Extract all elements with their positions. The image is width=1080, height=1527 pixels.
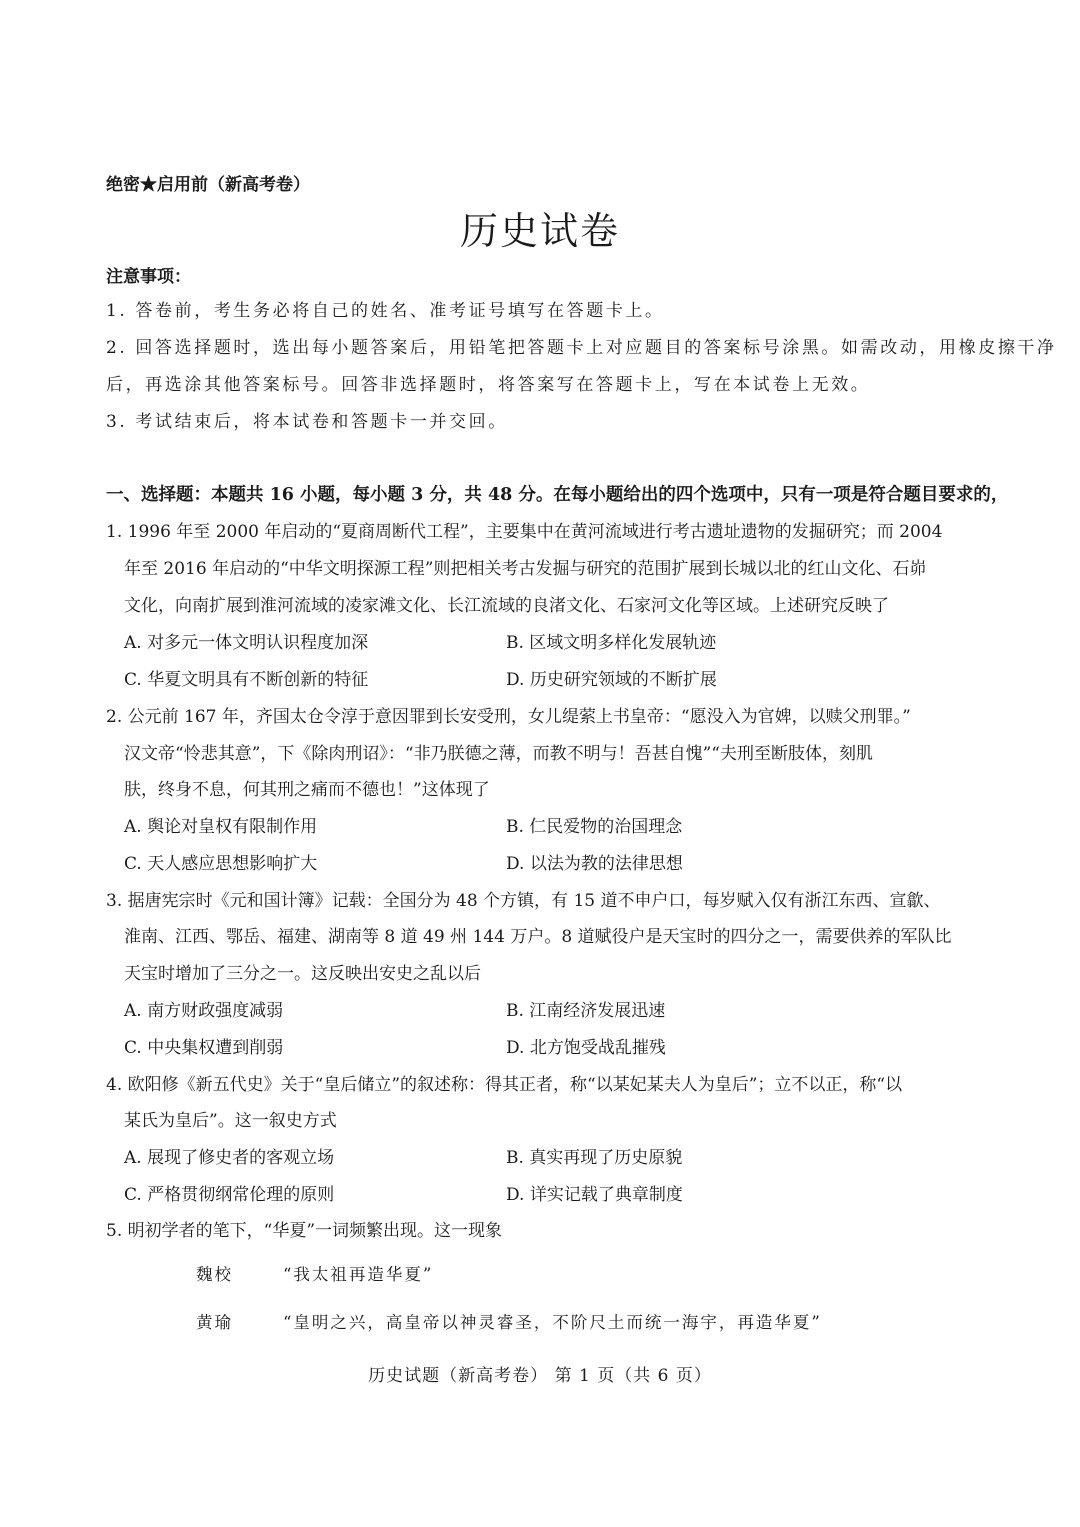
question-2-option-d: D. 以法为教的法律思想 xyxy=(506,854,683,874)
question-3-line: 天宝时增加了三分之一。这反映出安史之乱以后 xyxy=(124,964,481,984)
notice-line: 2. 回答选择题时，选出每小题答案后，用铅笔把答题卡上对应题目的答案标号涂黑。如需改动，用橡皮擦干净 xyxy=(106,338,1057,358)
question-4-line: 4. 欧阳修《新五代史》关于“皇后储立”的叙述称：得其正者，称“以某妃某夫人为皇后”；立不以正，称“以 xyxy=(106,1075,903,1095)
question-1-option-a: A. 对多元一体文明认识程度加深 xyxy=(124,633,369,653)
question-1-option-b: B. 区域文明多样化发展轨迹 xyxy=(506,633,717,653)
quote-text: “皇明之兴，高皇帝以神灵睿圣，不阶尺土而统一海宇，再造华夏” xyxy=(283,1313,822,1332)
question-3-option-c: C. 中央集权遭到削弱 xyxy=(124,1038,284,1058)
question-1-line: 文化，向南扩展到淮河流域的凌家滩文化、长江流域的良渚文化、石家河文化等区域。上述研究反映了 xyxy=(124,596,889,616)
page-title: 历史试卷 xyxy=(459,209,620,253)
quote-author: 魏校 xyxy=(196,1265,233,1284)
question-4-line: 某氏为皇后”。这一叙史方式 xyxy=(124,1111,337,1131)
question-2-option-a: A. 舆论对皇权有限制作用 xyxy=(124,817,318,837)
question-2-line: 肤，终身不息，何其刑之痛而不德也！”这体现了 xyxy=(124,780,490,800)
question-1-line: 1. 1996 年至 2000 年启动的“夏商周断代工程”，主要集中在黄河流域进行考古遗址遗物的发掘研究；而 2004 xyxy=(106,522,943,542)
notice-heading: 注意事项： xyxy=(106,267,191,287)
question-1-option-c: C. 华夏文明具有不断创新的特征 xyxy=(124,670,369,690)
question-4-option-c: C. 严格贯彻纲常伦理的原则 xyxy=(124,1185,335,1205)
page-footer: 历史试题（新高考卷） 第 1 页（共 6 页） xyxy=(368,1366,712,1386)
quote-text: “我太祖再造华夏” xyxy=(283,1265,434,1284)
notice-line: 1. 答卷前，考生务必将自己的姓名、准考证号填写在答题卡上。 xyxy=(106,301,665,321)
notice-line: 后，再选涂其他答案标号。回答非选择题时，将答案写在答题卡上，写在本试卷上无效。 xyxy=(106,375,871,395)
question-5-line: 5. 明初学者的笔下，“华夏”一词频繁出现。这一现象 xyxy=(106,1221,503,1241)
quote-author: 黄瑜 xyxy=(196,1313,233,1332)
question-4-option-a: A. 展现了修史者的客观立场 xyxy=(124,1148,335,1168)
question-3-option-a: A. 南方财政强度减弱 xyxy=(124,1001,284,1021)
question-2-option-c: C. 天人感应思想影响扩大 xyxy=(124,854,318,874)
notice-line: 3. 考试结束后，将本试卷和答题卡一并交回。 xyxy=(106,412,508,432)
question-2-line: 汉文帝“怜悲其意”，下《除肉刑诏》：“非乃朕德之薄，而教不明与！吾甚自愧”“夫刑至断肢体，刻肌 xyxy=(124,744,873,764)
question-1-option-d: D. 历史研究领域的不断扩展 xyxy=(506,670,717,690)
question-3-line: 淮南、江西、鄂岳、福建、湖南等 8 道 49 州 144 万户。8 道赋役户是天宝时的四分之一，需要供养的军队比 xyxy=(124,927,952,947)
question-4-option-b: B. 真实再现了历史原貌 xyxy=(506,1148,683,1168)
question-3-line: 3. 据唐宪宗时《元和国计簿》记载：全国分为 48 个方镇，有 15 道不申户口，每岁赋入仅有浙江东西、宣歙、 xyxy=(106,891,941,911)
secret-label: 绝密★启用前（新高考卷） xyxy=(106,175,310,195)
question-1-line: 年至 2016 年启动的“中华文明探源工程”则把相关考古发掘与研究的范围扩展到长城以北的红山文化、石峁 xyxy=(124,559,927,579)
question-4-option-d: D. 详实记载了典章制度 xyxy=(506,1185,683,1205)
question-2-option-b: B. 仁民爱物的治国理念 xyxy=(506,817,683,837)
section-heading: 一、选择题：本题共 16 小题，每小题 3 分，共 48 分。在每小题给出的四个选项中，只有一项是符合题目要求的， xyxy=(106,485,1009,505)
question-3-option-b: B. 江南经济发展迅速 xyxy=(506,1001,666,1021)
question-3-option-d: D. 北方饱受战乱摧残 xyxy=(506,1038,666,1058)
question-2-line: 2. 公元前 167 年，齐国太仓令淳于意因罪到长安受刑，女儿缇萦上书皇帝：“愿没入为官婢，以赎父刑罪。” xyxy=(106,707,911,727)
